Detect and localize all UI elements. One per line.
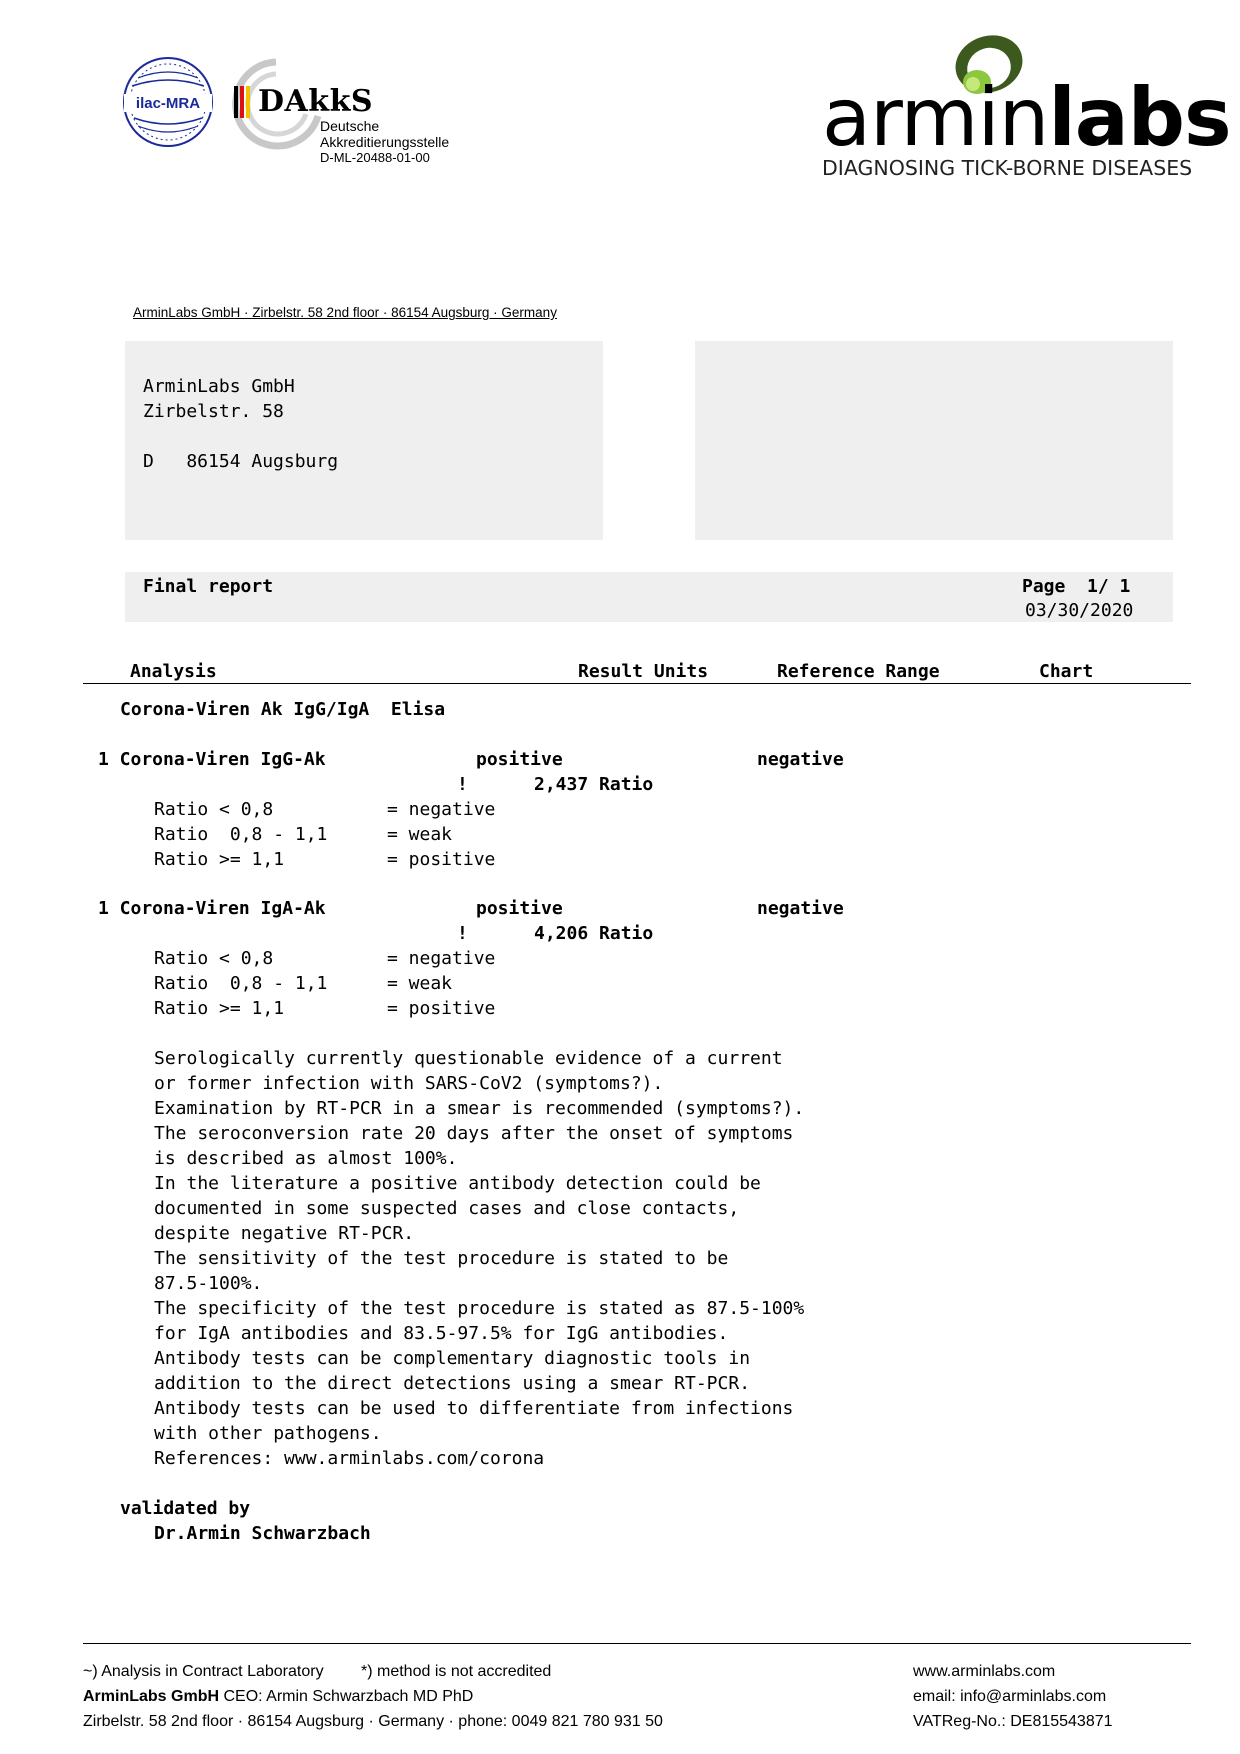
test-reference: negative [757, 898, 844, 919]
footer-company [83, 1688, 473, 1706]
report-date: 03/30/2020 [1025, 600, 1134, 621]
comment-line: The seroconversion rate 20 days after the onset of symptoms [154, 1123, 794, 1144]
footer-contract-note: ~) Analysis in Contract Laboratory [83, 1663, 324, 1680]
comment-line: Antibody tests can be used to differentiate from infections [154, 1398, 794, 1419]
test-result: positive [476, 898, 563, 919]
comment-line: Antibody tests can be complementary diagnostic tools in [154, 1348, 751, 1369]
range-meaning: = weak [387, 824, 453, 845]
comment-line: with other pathogens. [154, 1423, 382, 1444]
address-box [125, 341, 603, 540]
comment-line: The specificity of the test procedure is stated as 87.5-100% [154, 1298, 805, 1319]
footer-ceo: CEO: Armin Schwarzbach MD PhD [219, 1688, 474, 1705]
comment-line: Serologically currently questionable evidence of a current [154, 1048, 783, 1069]
range-condition: Ratio >= 1,1 [154, 998, 285, 1019]
range-condition: Ratio 0,8 - 1,1 [154, 824, 328, 845]
comment-line: In the literature a positive antibody detection could be [154, 1173, 761, 1194]
section-title: Corona-Viren Ak IgG/IgA Elisa [120, 699, 446, 720]
footer-website: www.arminlabs.com [913, 1663, 1056, 1680]
column-header-reference-range: Reference Range [777, 661, 940, 682]
sender-line: ArminLabs GmbH · Zirbelstr. 58 2nd floor · 86154 Augsburg · Germany [133, 305, 557, 320]
validator-name: Dr.Armin Schwarzbach [154, 1523, 371, 1544]
brand-bold: labs [1048, 71, 1231, 164]
column-header-result-units: Result Units [578, 661, 709, 682]
column-header-analysis: Analysis [130, 661, 217, 682]
comment-line: or former infection with SARS-CoV2 (symptoms?). [154, 1073, 664, 1094]
range-meaning: = positive [387, 849, 496, 870]
footer-address: Zirbelstr. 58 2nd floor · 86154 Augsburg · Germany · phone: 0049 821 780 931 50 [83, 1713, 663, 1730]
report-title: Final report [143, 576, 274, 597]
validated-label: validated by [120, 1498, 251, 1519]
comment-line: 87.5-100%. [154, 1273, 263, 1294]
range-condition: Ratio >= 1,1 [154, 849, 285, 870]
brand-light: armin [822, 71, 1049, 164]
footer-email: email: info@arminlabs.com [913, 1688, 1107, 1705]
brand-tagline: DIAGNOSING TICK-BORNE DISEASES [822, 156, 1193, 180]
range-meaning: = negative [387, 799, 496, 820]
comment-line: Examination by RT-PCR in a smear is recommended (symptoms?). [154, 1098, 805, 1119]
page-number: Page 1/ 1 [1022, 576, 1131, 597]
address-line: ArminLabs GmbH [143, 376, 295, 397]
abnormal-flag: ! [457, 774, 468, 795]
footer-company-name: ArminLabs GmbH [83, 1688, 220, 1705]
address-line: Zirbelstr. 58 [143, 401, 284, 422]
comment-line: for IgA antibodies and 83.5-97.5% for IgG antibodies. [154, 1323, 729, 1344]
range-meaning: = weak [387, 973, 453, 994]
dakks-subline: Deutsche [320, 118, 380, 134]
comment-line: The sensitivity of the test procedure is stated to be [154, 1248, 729, 1269]
comment-line: addition to the direct detections using a smear RT-PCR. [154, 1373, 751, 1394]
ilac-mra-logo [122, 56, 214, 148]
comment-line: is described as almost 100%. [154, 1148, 458, 1169]
range-meaning: = positive [387, 998, 496, 1019]
report-bar [125, 572, 1173, 622]
test-value: 2,437 Ratio [534, 774, 654, 795]
dakks-subline: Akkreditierungsstelle [320, 134, 450, 150]
dakks-accreditation-number: D-ML-20488-01-00 [320, 150, 430, 165]
dakks-name: DAkkS [258, 84, 374, 119]
range-condition: Ratio 0,8 - 1,1 [154, 973, 328, 994]
test-name: 1 Corona-Viren IgG-Ak [98, 749, 326, 770]
range-meaning: = negative [387, 948, 496, 969]
header-divider [83, 683, 1191, 684]
comment-line: despite negative RT-PCR. [154, 1223, 415, 1244]
address-line: D 86154 Augsburg [143, 451, 339, 472]
footer-accreditation-note: *) method is not accredited [361, 1663, 552, 1680]
test-value: 4,206 Ratio [534, 923, 654, 944]
test-name: 1 Corona-Viren IgA-Ak [98, 898, 326, 919]
column-header-chart: Chart [1039, 661, 1094, 682]
info-box [695, 341, 1173, 540]
arminlabs-wordmark [822, 71, 1231, 164]
test-reference: negative [757, 749, 844, 770]
ilac-text: ilac-MRA [135, 95, 201, 112]
footer-vat: VATReg-No.: DE815543871 [913, 1713, 1113, 1730]
abnormal-flag: ! [457, 923, 468, 944]
range-condition: Ratio < 0,8 [154, 948, 274, 969]
footer-divider [83, 1643, 1191, 1644]
range-condition: Ratio < 0,8 [154, 799, 274, 820]
test-result: positive [476, 749, 563, 770]
comment-line: documented in some suspected cases and close contacts, [154, 1198, 740, 1219]
comment-references: References: www.arminlabs.com/corona [154, 1448, 545, 1469]
